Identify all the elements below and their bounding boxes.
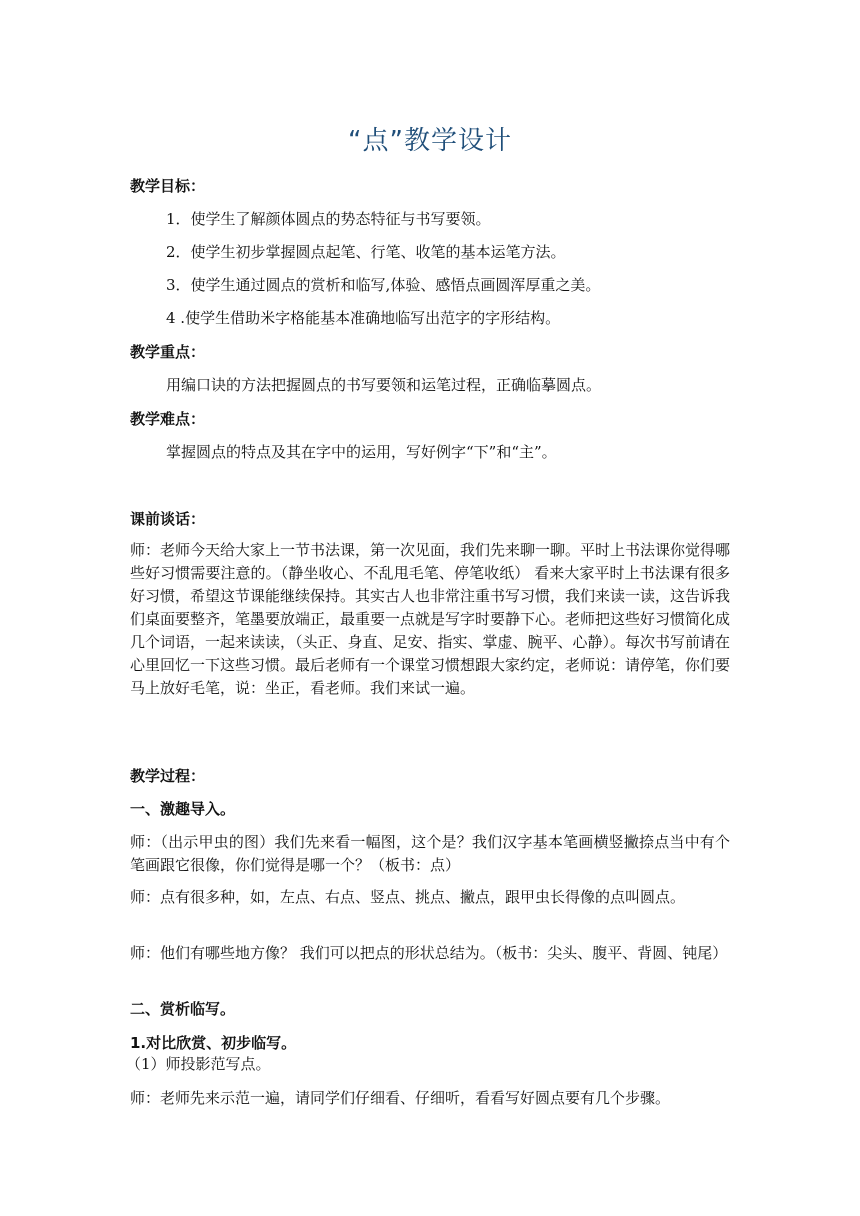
section1-paragraph-3: 师：他们有哪些地方像？ 我们可以把点的形状总结为。（板书：尖头、腹平、背圆、钝尾） — [130, 944, 728, 962]
section2-heading: 二、赏析临写。 — [130, 1000, 236, 1018]
goal-item-2: 2．使学生初步掌握圆点起笔、行笔、收笔的基本运笔方法。 — [166, 243, 566, 261]
difficulty-text: 掌握圆点的特点及其在字中的运用，写好例字“下”和“主”。 — [166, 443, 557, 461]
pretalk-heading: 课前谈话： — [130, 510, 206, 528]
last-paragraph: 师：老师先来示范一遍，请同学们仔细看、仔细听，看看写好圆点要有几个步骤。 — [130, 1089, 671, 1107]
pretalk-paragraph: 师：老师今天给大家上一节书法课，第一次见面，我们先来聊一聊。平时上书法课你觉得哪些好习惯需要注意的。（静坐收心、不乱甩毛笔、停笔收纸） 看来大家平时上书法课有很多好习惯，希望这节课能继续保持。其实古人也非常注重书写习惯，我们来读一读，这告诉我们桌面要整齐，笔墨要放端正，最重要一点就是写字时要静下心。老师把这些好习惯简化成几个词语，一起来读读，（头正、身直、足安、指实、掌虚、腕平、心静）。每次书写前请在心里回忆一下这些习惯。最后老师有一个课堂习惯想跟大家约定，老师说：请停笔，你们要马上放好毛笔，说：坐正，看老师。我们来试一遍。 — [130, 541, 731, 697]
goals-heading: 教学目标： — [130, 177, 206, 195]
goal-item-3: 3．使学生通过圆点的赏析和临写,体验、感悟点画圆浑厚重之美。 — [166, 276, 601, 294]
process-heading: 教学过程： — [130, 767, 206, 785]
section1-paragraph-1: 师：（出示甲虫的图）我们先来看一幅图，这个是？我们汉字基本笔画横竖撇捺点当中有个笔画跟它很像，你们觉得是哪一个？（板书：点） — [130, 833, 730, 874]
difficulty-heading: 教学难点： — [130, 410, 206, 428]
goal-item-4: 4 .使学生借助米字格能基本准确地临写出范字的字形结构。 — [166, 309, 561, 327]
goal-item-1: 1．使学生了解颜体圆点的势态特征与书写要领。 — [166, 210, 491, 228]
focus-text: 用编口诀的方法把握圆点的书写要领和运笔过程，正确临摹圆点。 — [166, 376, 602, 394]
focus-heading: 教学重点： — [130, 343, 206, 361]
document-title: “点”教学设计 — [348, 126, 512, 156]
subsection1-item: （1）师投影范写点。 — [126, 1055, 271, 1073]
subsection1-heading: 1.对比欣赏、初步临写。 — [130, 1034, 297, 1052]
section1-heading: 一、激趣导入。 — [130, 800, 236, 818]
section1-paragraph-2: 师：点有很多种，如，左点、右点、竖点、挑点、撇点，跟甲虫长得像的点叫圆点。 — [130, 888, 686, 906]
